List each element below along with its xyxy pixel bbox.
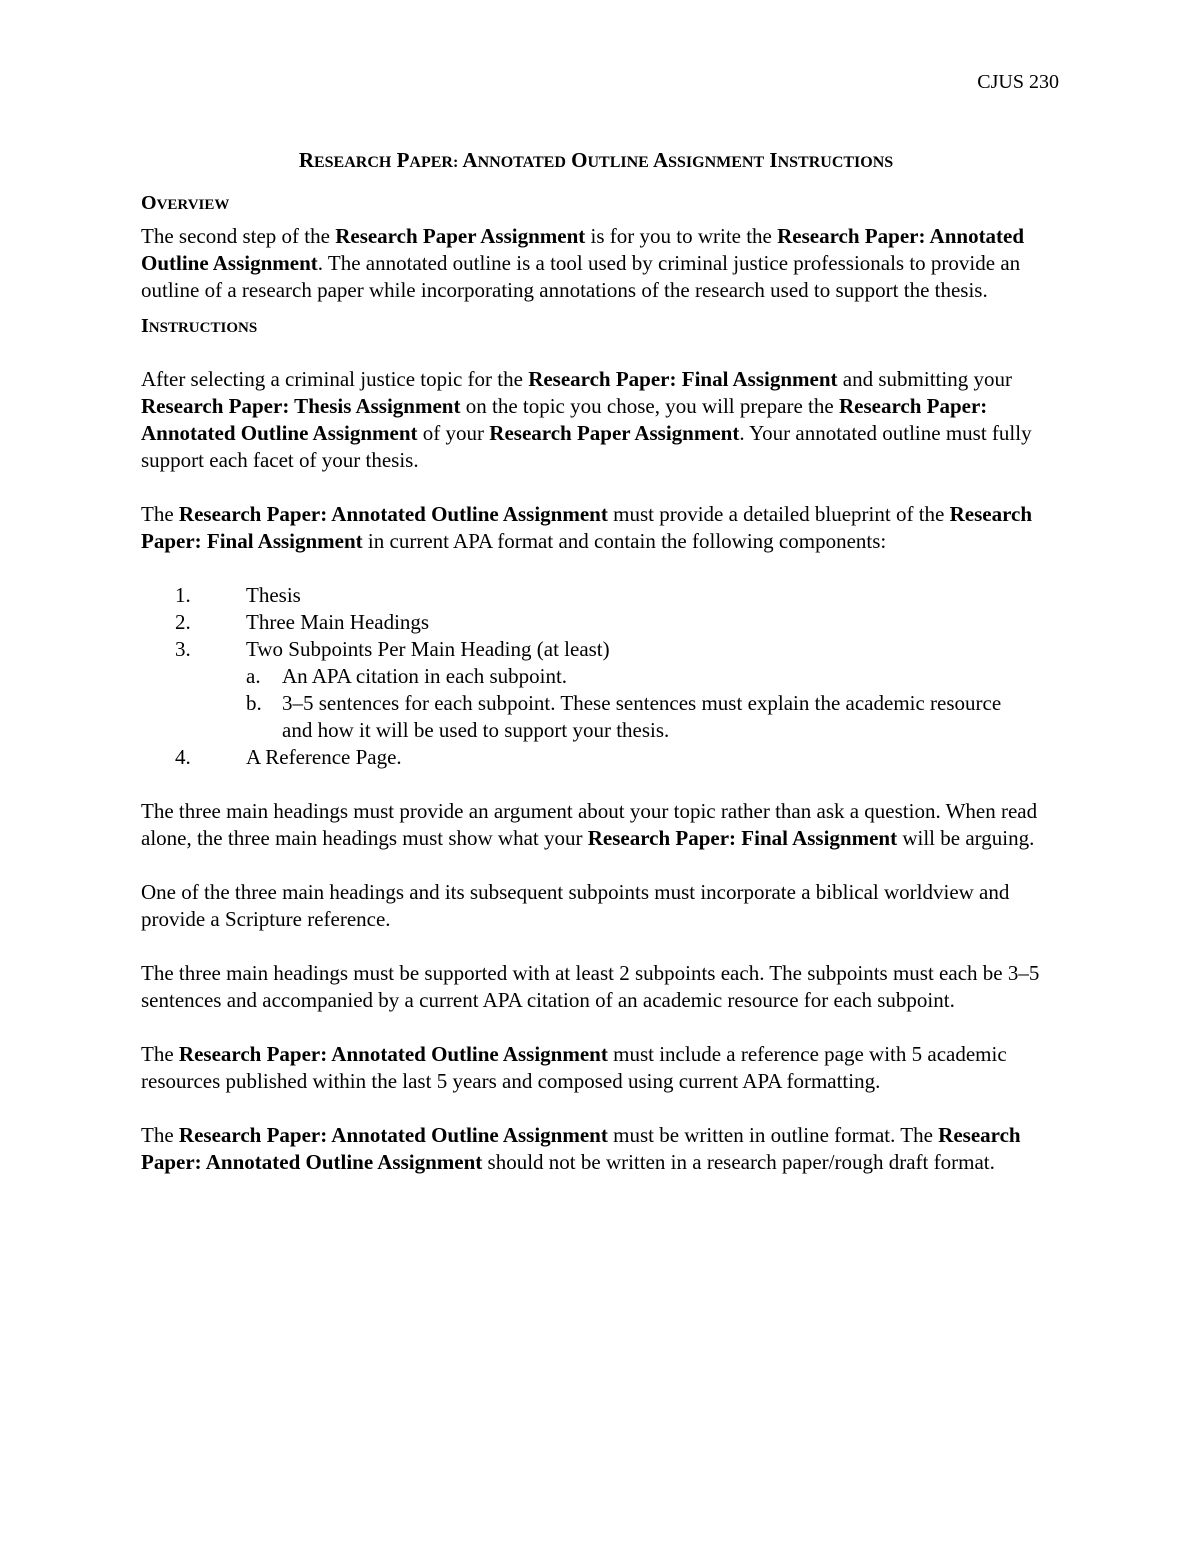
instructions-paragraph-2: The Research Paper: Annotated Outline Assignment must provide a detailed blueprint of the Research Paper: Final Assignment in current APA format and contain the following components:: [141, 502, 1033, 553]
components-list: [141, 582, 1051, 771]
overview-heading: OVERVIEW: [141, 192, 230, 214]
sub-list-item: b. 3–5 sentences for each subpoint. These sentences must explain the academic resource and how it will be used to support your thesis.: [246, 691, 1002, 742]
instructions-paragraph-1: After selecting a criminal justice topic for the Research Paper: Final Assignment and submitting your Research Paper: Thesis Assignment on the topic you chose, you will prepare the Research Paper: Annotated Outline Assignment of your Research Paper Assignment. Your annotated outline must fully support each facet of your thesis.: [141, 367, 1032, 472]
list-item: 2. Three Main Headings: [175, 610, 430, 634]
page-title: RESEARCH PAPER: ANNOTATED OUTLINE ASSIGNMENT INSTRUCTIONS: [298, 148, 894, 172]
overview-paragraph: The second step of the Research Paper Assignment is for you to write the Research Paper: Annotated Outline Assignment. The annotated outline is a tool used by criminal justice professionals to provide an outline of a research paper while incorporating annotations of the research used to support the thesis.: [141, 224, 1025, 302]
instructions-paragraph-5: The three main headings must be supported with at least 2 subpoints each. The subpoints must each be 3–5 sentences and accompanied by a current APA citation of an academic resource for each subpoint.: [141, 961, 1040, 1012]
instructions-paragraph-7: The Research Paper: Annotated Outline Assignment must be written in outline format. The Research Paper: Annotated Outline Assignment should not be written in a research paper/rough draft format.: [141, 1123, 1021, 1174]
instructions-paragraph-4: One of the three main headings and its subsequent subpoints must incorporate a biblical worldview and provide a Scripture reference.: [141, 880, 1010, 931]
sub-list-item: a. An APA citation in each subpoint.: [246, 664, 568, 688]
course-code: CJUS 230: [977, 71, 1059, 93]
instructions-heading: INSTRUCTIONS: [141, 315, 258, 337]
instructions-paragraph-3: The three main headings must provide an argument about your topic rather than ask a question. When read alone, the three main headings must show what your Research Paper: Final Assignment will be arguing.: [141, 799, 1038, 850]
document-body: [141, 148, 1051, 1176]
list-item: 4. A Reference Page.: [175, 745, 402, 769]
list-item: 3. Two Subpoints Per Main Heading (at least): [175, 637, 610, 661]
instructions-paragraph-6: The Research Paper: Annotated Outline Assignment must include a reference page with 5 academic resources published within the last 5 years and composed using current APA formatting.: [141, 1042, 1007, 1093]
list-item: 1. Thesis: [175, 583, 301, 607]
